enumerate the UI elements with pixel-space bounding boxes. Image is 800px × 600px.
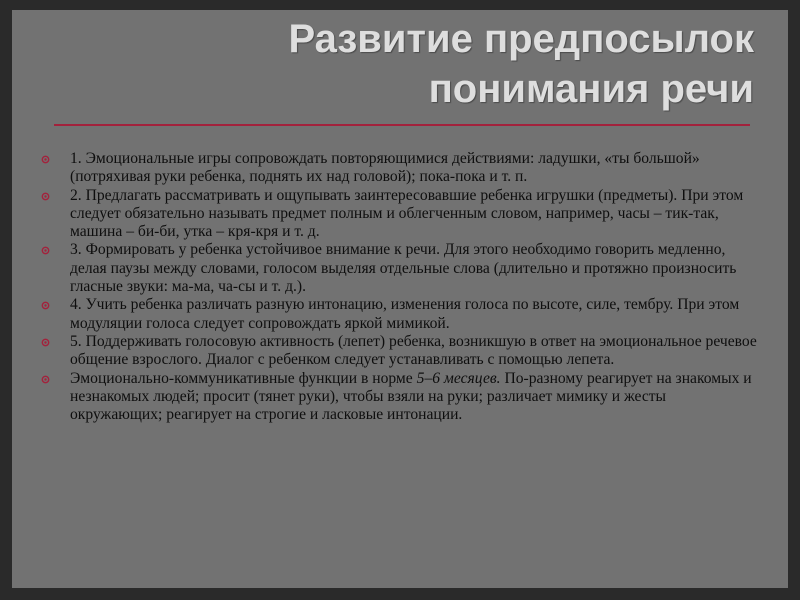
list-item-text-after: По-разному реагирует на знакомых и незнакомых людей; просит (тянет руки), чтобы взяли на руки; различает мимику и жесты окружающих; реагирует на строгие и ласковые интонации. — [70, 369, 752, 424]
list-item — [40, 150, 760, 187]
list-item — [40, 333, 760, 370]
ornament-bullet-icon — [41, 338, 50, 347]
bullet-list — [40, 150, 760, 424]
ornament-bullet-icon — [41, 155, 50, 164]
title-divider — [54, 124, 750, 126]
list-item — [40, 187, 760, 242]
list-item-text: 5. Поддерживать голосовую активность (лепет) ребенка, возникшую в ответ на эмоциональное речевое общение взрослого. Диалог с ребенком следует устанавливать с помощью лепета. — [70, 332, 757, 369]
ornament-bullet-icon — [41, 301, 50, 310]
slide-title-line-2: понимания речи — [428, 67, 754, 111]
list-item — [40, 370, 760, 425]
list-item-text: 2. Предлагать рассматривать и ощупывать заинтересовавшие ребенка игрушки (предметы). При этом следует обязательно называть предмет полным и облегченным словом, например, часы – тик-так, машина – би-би, утка – кря-кря и т. д. — [70, 186, 744, 241]
list-item-text: 4. Учить ребенка различать разную интонацию, изменения голоса по высоте, силе, тембру. При этом модуляции голоса следует сопровождать яркой мимикой. — [70, 296, 740, 332]
slide-title-line-1: Развитие предпосылок — [288, 17, 754, 61]
age-emphasis: 5–6 месяцев. — [416, 369, 501, 387]
list-item — [40, 241, 760, 296]
ornament-bullet-icon — [41, 375, 50, 384]
list-item — [40, 296, 760, 333]
list-item-text: 1. Эмоциональные игры сопровождать повторяющимися действиями: ладушки, «ты большой» (потряхивая руки ребенка, поднять их над головой); пока-пока и т. п. — [70, 150, 700, 186]
ornament-bullet-icon — [41, 246, 50, 255]
list-item-text: 3. Формировать у ребенка устойчивое внимание к речи. Для этого необходимо говорить медленно, делая паузы между словами, голосом выделяя отдельные слова (длительно и протяжно произносить гласные звуки: ма-ма, ча-сы и т. д.). — [70, 241, 737, 296]
slide-title — [194, 14, 754, 114]
ornament-bullet-icon — [41, 192, 50, 201]
list-item-text-before: Эмоционально-коммуникативные функции в норме — [70, 369, 417, 387]
